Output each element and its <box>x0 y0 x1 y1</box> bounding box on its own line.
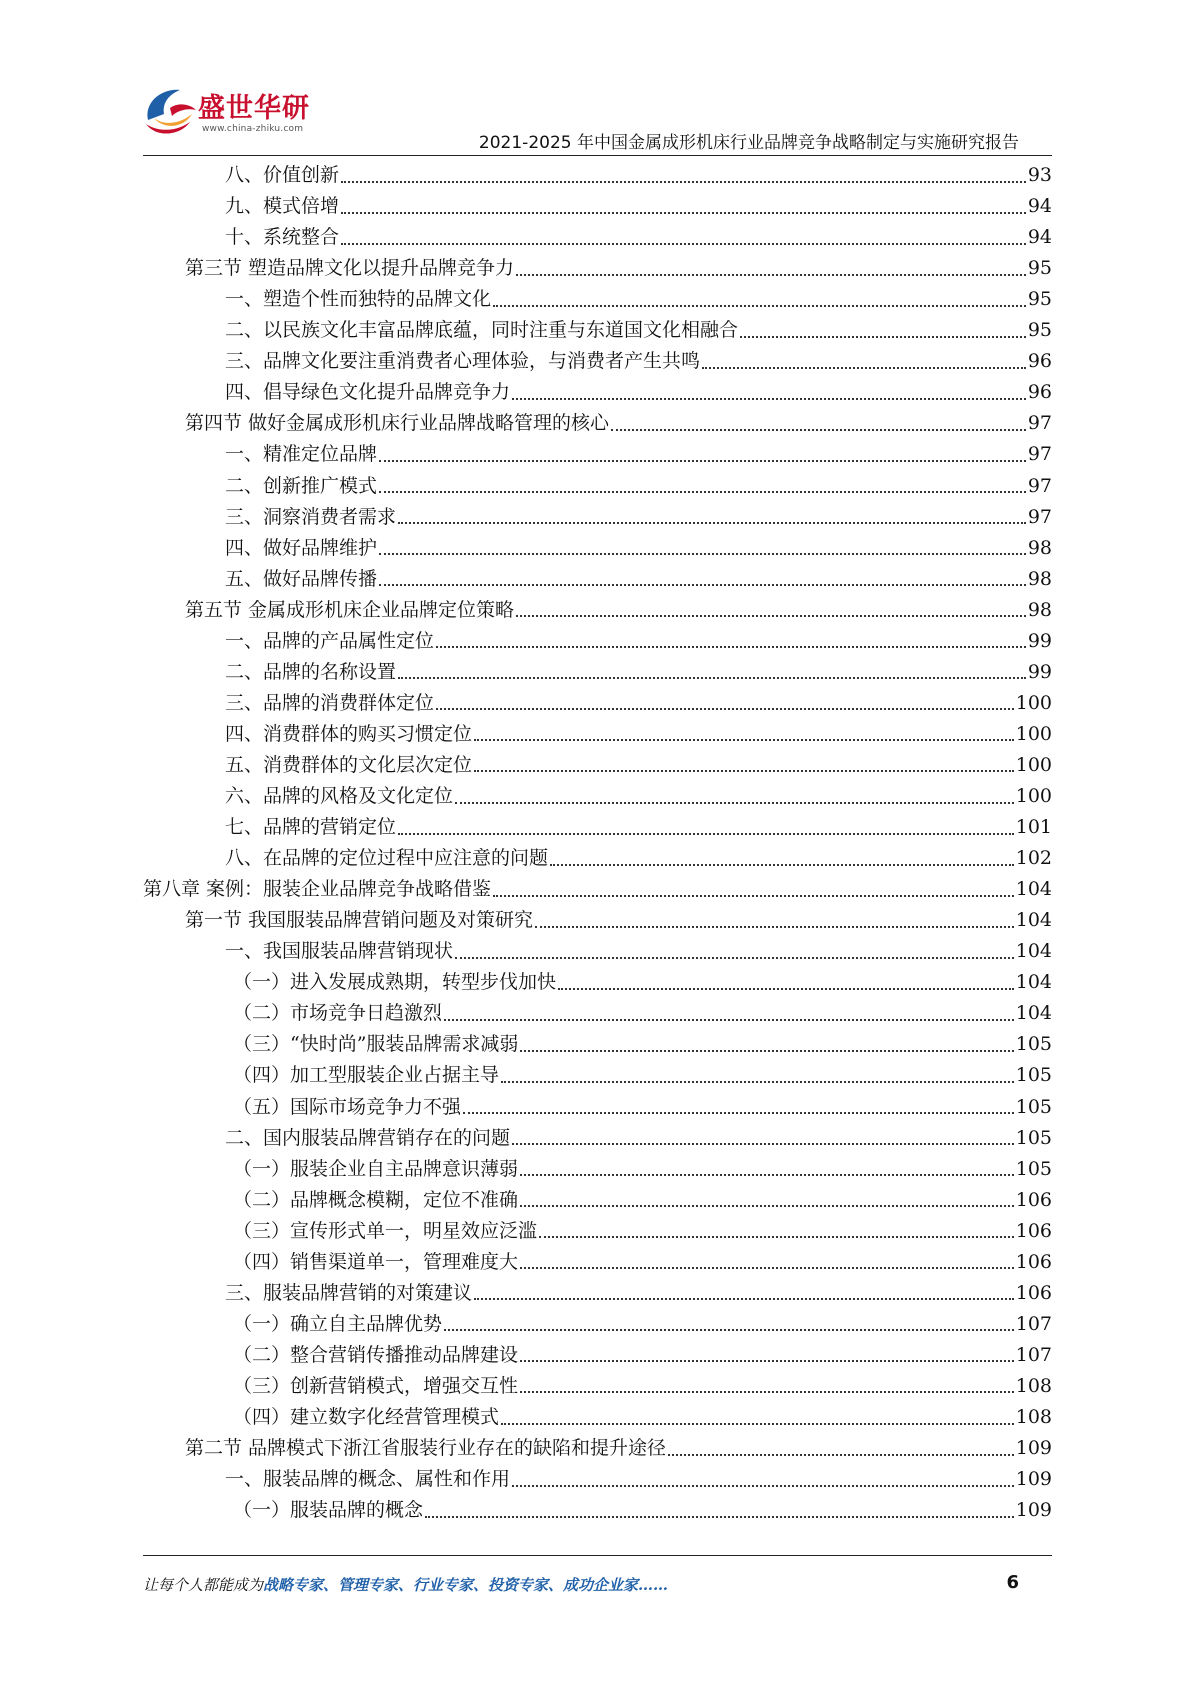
toc-dot-leader <box>474 739 1014 741</box>
toc-entry[interactable] <box>185 408 1052 439</box>
toc-entry-title: 三、洞察消费者需求 <box>225 505 397 528</box>
toc-dot-leader <box>398 522 1026 524</box>
toc-dot-leader <box>474 770 1014 772</box>
toc-entry[interactable] <box>225 750 1052 781</box>
toc-entry[interactable] <box>225 377 1052 408</box>
toc-entry-title: 二、国内服装品牌营销存在的问题 <box>225 1126 511 1149</box>
toc-entry-title: 一、品牌的产品属性定位 <box>225 629 435 652</box>
toc-dot-leader <box>702 367 1026 369</box>
toc-entry-title: （一）进入发展成熟期，转型步伐加快 <box>233 971 557 994</box>
toc-entry[interactable] <box>185 1433 1052 1464</box>
toc-entry-page: 106 <box>1015 1250 1052 1273</box>
toc-entry-page: 98 <box>1027 536 1052 559</box>
toc-entry-page: 96 <box>1027 350 1052 373</box>
toc-dot-leader <box>550 864 1014 866</box>
toc-entry[interactable] <box>233 998 1052 1029</box>
toc-entry-title: 三、品牌的消费群体定位 <box>225 691 435 714</box>
toc-dot-leader <box>520 1174 1014 1176</box>
toc-entry-page: 96 <box>1027 381 1052 404</box>
toc-entry[interactable] <box>225 533 1052 564</box>
toc-dot-leader <box>539 1236 1014 1238</box>
toc-entry-title: 第三节 塑造品牌文化以提升品牌竞争力 <box>185 257 515 280</box>
toc-entry[interactable] <box>185 905 1052 936</box>
toc-dot-leader <box>455 802 1014 804</box>
toc-dot-leader <box>493 305 1026 307</box>
toc-entry-page: 105 <box>1015 1064 1052 1087</box>
toc-entry-page: 106 <box>1015 1188 1052 1211</box>
toc-dot-leader <box>425 1516 1014 1518</box>
toc-dot-leader <box>512 1143 1014 1145</box>
toc-entry-page: 108 <box>1015 1406 1052 1428</box>
toc-entry[interactable] <box>225 1123 1052 1154</box>
toc-entry-page: 105 <box>1015 1157 1052 1180</box>
toc-entry[interactable] <box>225 346 1052 377</box>
toc-entry-page: 105 <box>1015 1033 1052 1056</box>
toc-entry[interactable] <box>185 595 1052 626</box>
toc-entry[interactable] <box>225 160 1052 191</box>
toc-entry-title: 四、做好品牌维护 <box>225 536 378 559</box>
toc-entry[interactable] <box>233 1340 1052 1371</box>
toc-entry-title: 一、塑造个性而独特的品牌文化 <box>225 288 492 311</box>
toc-entry-page: 107 <box>1015 1343 1052 1366</box>
toc-entry-title: 十、系统整合 <box>225 226 340 249</box>
toc-entry[interactable] <box>225 471 1052 502</box>
toc-dot-leader <box>463 1112 1014 1114</box>
toc-entry-page: 107 <box>1015 1312 1052 1335</box>
toc-dot-leader <box>512 1485 1014 1487</box>
toc-entry-page: 94 <box>1027 195 1052 218</box>
logo-text: 盛世华研 <box>198 93 310 124</box>
toc-entry-title: 二、品牌的名称设置 <box>225 660 397 683</box>
toc-entry[interactable] <box>225 843 1052 874</box>
toc-entry-title: 三、品牌文化要注重消费者心理体验，与消费者产生共鸣 <box>225 350 701 373</box>
toc-dot-leader <box>379 460 1026 462</box>
header-divider <box>143 155 1052 156</box>
toc-entry-title: 三、服装品牌营销的对策建议 <box>225 1281 473 1304</box>
toc-entry-page: 100 <box>1015 785 1052 807</box>
toc-entry-page: 101 <box>1015 816 1052 839</box>
toc-entry-title: 八、在品牌的定位过程中应注意的问题 <box>225 847 549 870</box>
toc-entry-page: 98 <box>1027 567 1052 590</box>
toc-entry[interactable] <box>225 626 1052 657</box>
toc-dot-leader <box>379 553 1026 555</box>
toc-entry-title: 第二节 品牌模式下浙江省服装行业存在的缺陷和提升途径 <box>185 1437 667 1460</box>
toc-dot-leader <box>520 1360 1014 1362</box>
toc-dot-leader <box>455 957 1014 959</box>
toc-dot-leader <box>341 243 1026 245</box>
toc-entry-title: 第一节 我国服装品牌营销问题及对策研究 <box>185 909 534 932</box>
toc-entry[interactable] <box>225 719 1052 750</box>
toc-dot-leader <box>668 1454 1014 1456</box>
toc-entry-page: 104 <box>1015 940 1052 963</box>
toc-entry-page: 95 <box>1027 319 1052 342</box>
toc-entry-page: 97 <box>1027 474 1052 497</box>
toc-entry-page: 100 <box>1015 753 1052 776</box>
toc-entry-title: 四、消费群体的购买习惯定位 <box>225 722 473 745</box>
toc-entry-page: 104 <box>1015 878 1052 901</box>
page-number: 6 <box>1006 1572 1019 1593</box>
toc-dot-leader <box>535 926 1014 928</box>
toc-dot-leader <box>341 181 1026 183</box>
toc-entry-page: 108 <box>1015 1374 1052 1397</box>
toc-entry-title: 四、倡导绿色文化提升品牌竞争力 <box>225 381 511 404</box>
toc-entry[interactable] <box>233 1309 1052 1340</box>
toc-entry-page: 109 <box>1015 1437 1052 1460</box>
toc-dot-leader <box>512 398 1026 400</box>
toc-entry[interactable] <box>225 222 1052 253</box>
toc-dot-leader <box>398 677 1026 679</box>
toc-entry-title: 五、做好品牌传播 <box>225 567 378 590</box>
toc-entry-title: 一、服装品牌的概念、属性和作用 <box>225 1468 511 1491</box>
slogan-highlight: 战略专家、管理专家、行业专家、投资专家、成功企业家…… <box>263 1576 669 1594</box>
toc-entry-page: 104 <box>1015 909 1052 932</box>
toc-entry-title: 第四节 做好金属成形机床行业品牌战略管理的核心 <box>185 412 610 435</box>
toc-entry[interactable] <box>225 284 1052 315</box>
toc-entry-title: （一）服装品牌的概念 <box>233 1499 424 1522</box>
toc-entry[interactable] <box>233 1402 1052 1433</box>
toc-entry[interactable] <box>225 315 1052 346</box>
toc-entry-title: （三）宣传形式单一，明星效应泛滥 <box>233 1219 538 1242</box>
toc-dot-leader <box>379 491 1026 493</box>
toc-entry-title: （一）服装企业自主品牌意识薄弱 <box>233 1157 519 1180</box>
page-header <box>0 0 1191 162</box>
toc-dot-leader <box>436 708 1014 710</box>
toc-entry[interactable] <box>233 1092 1052 1123</box>
toc-entry-page: 97 <box>1027 412 1052 435</box>
toc-entry[interactable] <box>225 564 1052 595</box>
toc-entry-title: 第八章 案例：服装企业品牌竞争战略借鉴 <box>143 878 492 901</box>
toc-entry-title: （三）创新营销模式，增强交互性 <box>233 1374 519 1397</box>
toc-dot-leader <box>501 1423 1014 1425</box>
toc-entry[interactable] <box>225 781 1052 812</box>
toc-entry-page: 104 <box>1015 971 1052 994</box>
toc-entry[interactable] <box>225 502 1052 533</box>
toc-dot-leader <box>520 1267 1014 1269</box>
toc-dot-leader <box>493 895 1014 897</box>
toc-entry[interactable] <box>225 936 1052 967</box>
toc-entry-page: 106 <box>1015 1281 1052 1304</box>
toc-entry[interactable] <box>225 657 1052 688</box>
toc-dot-leader <box>444 1329 1014 1331</box>
footer-slogan <box>143 1574 668 1595</box>
report-title: 2021-2025 年中国金属成形机床行业品牌竞争战略制定与实施研究报告 <box>478 133 1019 153</box>
toc-entry-page: 109 <box>1015 1468 1052 1491</box>
toc-entry[interactable] <box>225 191 1052 222</box>
toc-dot-leader <box>558 988 1014 990</box>
toc-entry[interactable] <box>233 1185 1052 1216</box>
toc-entry-title: （二）品牌概念模糊，定位不准确 <box>233 1188 519 1211</box>
toc-entry-page: 100 <box>1015 691 1052 714</box>
toc-entry-page: 105 <box>1015 1095 1052 1118</box>
toc-dot-leader <box>474 1298 1014 1300</box>
toc-entry-title: 二、以民族文化丰富品牌底蕴，同时注重与东道国文化相融合 <box>225 319 739 342</box>
toc-dot-leader <box>516 274 1026 276</box>
toc-entry-page: 99 <box>1027 660 1052 683</box>
toc-entry-title: 六、品牌的风格及文化定位 <box>225 785 454 807</box>
toc-entry[interactable] <box>225 688 1052 719</box>
toc-entry-title: 七、品牌的营销定位 <box>225 816 397 839</box>
toc-entry-page: 98 <box>1027 598 1052 621</box>
toc-entry[interactable] <box>233 1060 1052 1091</box>
toc-dot-leader <box>501 1081 1014 1083</box>
toc-entry-title: 一、精准定位品牌 <box>225 443 378 466</box>
toc-entry-page: 94 <box>1027 226 1052 249</box>
toc-entry[interactable] <box>185 253 1052 284</box>
toc-entry[interactable] <box>233 1154 1052 1185</box>
toc-entry-page: 102 <box>1015 847 1052 870</box>
logo-swoosh-icon <box>140 80 204 144</box>
toc-entry-title: （四）加工型服装企业占据主导 <box>233 1064 500 1087</box>
toc-entry-title: （二）整合营销传播推动品牌建设 <box>233 1343 519 1366</box>
toc-entry[interactable] <box>233 1371 1052 1402</box>
toc-dot-leader <box>436 646 1026 648</box>
toc-entry[interactable] <box>233 1029 1052 1060</box>
toc-entry-page: 97 <box>1027 505 1052 528</box>
company-logo <box>140 80 340 150</box>
toc-entry[interactable] <box>225 1464 1052 1495</box>
toc-dot-leader <box>520 1391 1014 1393</box>
toc-dot-leader <box>444 1019 1014 1021</box>
toc-entry-page: 104 <box>1015 1002 1052 1025</box>
toc-dot-leader <box>740 336 1026 338</box>
toc-entry-title: 一、我国服装品牌营销现状 <box>225 940 454 963</box>
toc-entry[interactable] <box>225 1278 1052 1309</box>
toc-entry-page: 95 <box>1027 288 1052 311</box>
toc-entry[interactable] <box>233 1495 1052 1526</box>
toc-entry-title: 八、价值创新 <box>225 164 340 186</box>
toc-dot-leader <box>516 615 1026 617</box>
toc-entry-title: 九、模式倍增 <box>225 195 340 218</box>
toc-entry-title: （四）建立数字化经营管理模式 <box>233 1406 500 1428</box>
toc-entry-title: 第五节 金属成形机床企业品牌定位策略 <box>185 598 515 621</box>
slogan-prefix: 让每个人都能成为 <box>143 1576 264 1594</box>
toc-entry[interactable] <box>233 1247 1052 1278</box>
toc-entry-page: 105 <box>1015 1126 1052 1149</box>
toc-entry[interactable] <box>233 1216 1052 1247</box>
toc-dot-leader <box>341 212 1026 214</box>
toc-entry-page: 95 <box>1027 257 1052 280</box>
toc-entry-title: 五、消费群体的文化层次定位 <box>225 753 473 776</box>
toc-entry-title: （五）国际市场竞争力不强 <box>233 1095 462 1118</box>
toc-entry[interactable] <box>143 874 1052 905</box>
toc-entry-title: （三）“快时尚”服装品牌需求减弱 <box>233 1033 519 1056</box>
logo-url: www.china-zhiku.com <box>202 124 304 134</box>
toc-dot-leader <box>379 584 1026 586</box>
toc-dot-leader <box>520 1205 1014 1207</box>
toc-dot-leader <box>611 429 1026 431</box>
toc-entry-title: （四）销售渠道单一，管理难度大 <box>233 1250 519 1273</box>
toc-entry[interactable] <box>225 812 1052 843</box>
toc-entry-page: 99 <box>1027 629 1052 652</box>
toc-entry-page: 100 <box>1015 722 1052 745</box>
toc-entry-page: 109 <box>1015 1499 1052 1522</box>
toc-entry-title: （二）市场竞争日趋激烈 <box>233 1002 443 1025</box>
toc-entry-page: 106 <box>1015 1219 1052 1242</box>
toc-dot-leader <box>398 833 1014 835</box>
toc-entry[interactable] <box>233 967 1052 998</box>
toc-entry-page: 93 <box>1027 164 1052 186</box>
footer-divider <box>143 1555 1052 1556</box>
toc-entry[interactable] <box>225 439 1052 470</box>
toc-entry-title: （一）确立自主品牌优势 <box>233 1312 443 1335</box>
toc-entry-page: 97 <box>1027 443 1052 466</box>
toc-entry-title: 二、创新推广模式 <box>225 474 378 497</box>
toc-dot-leader <box>520 1050 1013 1052</box>
